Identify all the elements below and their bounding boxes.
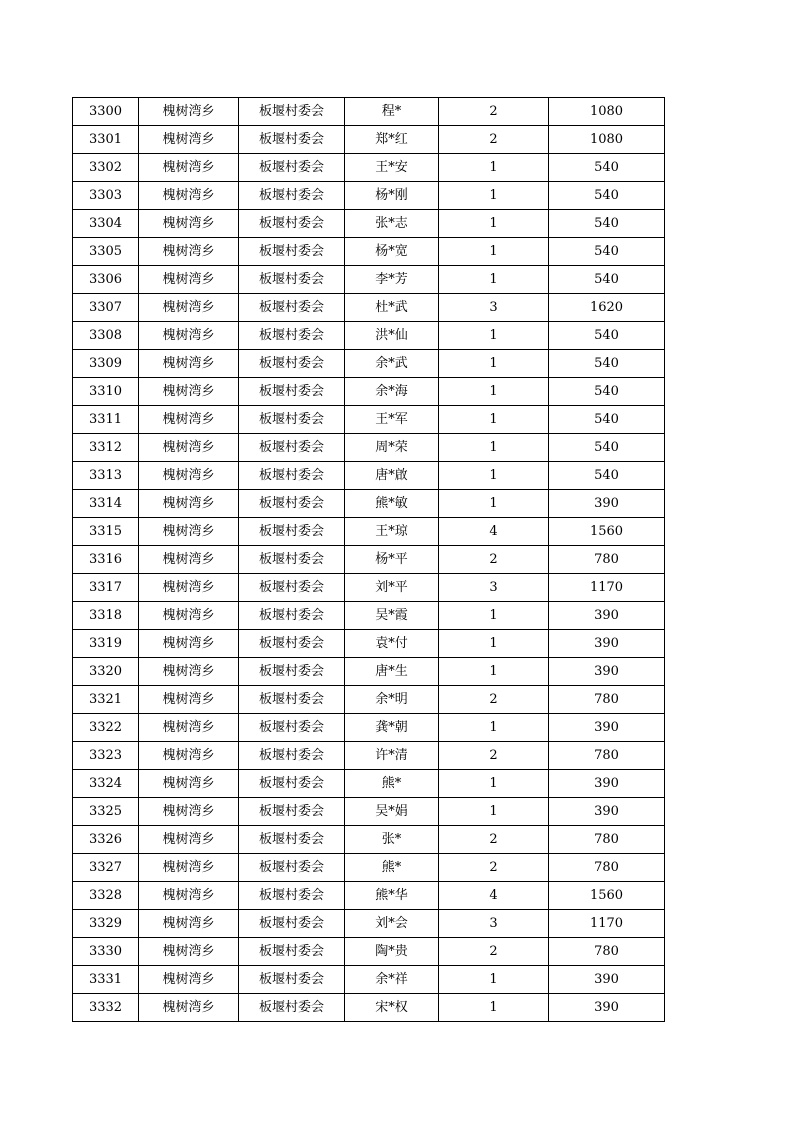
- amount-cell: 540: [549, 406, 665, 434]
- household-count-cell: 1: [439, 994, 549, 1022]
- table-row: [73, 238, 665, 266]
- household-count-cell: 2: [439, 98, 549, 126]
- serial-number-cell: 3304: [73, 210, 139, 238]
- serial-number-cell: 3311: [73, 406, 139, 434]
- township-cell: 槐树湾乡: [139, 98, 239, 126]
- township-cell: 槐树湾乡: [139, 406, 239, 434]
- table-row: [73, 770, 665, 798]
- township-cell: 槐树湾乡: [139, 462, 239, 490]
- amount-cell: 1560: [549, 518, 665, 546]
- table-row: [73, 378, 665, 406]
- township-cell: 槐树湾乡: [139, 854, 239, 882]
- household-count-cell: 2: [439, 938, 549, 966]
- table-row: [73, 798, 665, 826]
- serial-number-cell: 3321: [73, 686, 139, 714]
- household-count-cell: 1: [439, 490, 549, 518]
- name-cell: 袁*付: [345, 630, 439, 658]
- table-row: [73, 966, 665, 994]
- township-cell: 槐树湾乡: [139, 490, 239, 518]
- household-count-cell: 1: [439, 966, 549, 994]
- township-cell: 槐树湾乡: [139, 238, 239, 266]
- household-count-cell: 2: [439, 826, 549, 854]
- table-row: [73, 182, 665, 210]
- serial-number-cell: 3324: [73, 770, 139, 798]
- township-cell: 槐树湾乡: [139, 826, 239, 854]
- village-committee-cell: 板堰村委会: [239, 266, 345, 294]
- village-committee-cell: 板堰村委会: [239, 966, 345, 994]
- table-row: [73, 910, 665, 938]
- name-cell: 杜*武: [345, 294, 439, 322]
- household-count-cell: 4: [439, 882, 549, 910]
- amount-cell: 390: [549, 658, 665, 686]
- table-row: [73, 490, 665, 518]
- serial-number-cell: 3313: [73, 462, 139, 490]
- township-cell: 槐树湾乡: [139, 182, 239, 210]
- name-cell: 余*海: [345, 378, 439, 406]
- table-body: [73, 98, 665, 1022]
- township-cell: 槐树湾乡: [139, 518, 239, 546]
- household-count-cell: 2: [439, 126, 549, 154]
- serial-number-cell: 3326: [73, 826, 139, 854]
- township-cell: 槐树湾乡: [139, 154, 239, 182]
- serial-number-cell: 3306: [73, 266, 139, 294]
- serial-number-cell: 3330: [73, 938, 139, 966]
- village-committee-cell: 板堰村委会: [239, 462, 345, 490]
- name-cell: 唐*啟: [345, 462, 439, 490]
- name-cell: 杨*平: [345, 546, 439, 574]
- name-cell: 杨*宽: [345, 238, 439, 266]
- amount-cell: 390: [549, 770, 665, 798]
- serial-number-cell: 3309: [73, 350, 139, 378]
- serial-number-cell: 3301: [73, 126, 139, 154]
- table-row: [73, 630, 665, 658]
- village-committee-cell: 板堰村委会: [239, 350, 345, 378]
- village-committee-cell: 板堰村委会: [239, 378, 345, 406]
- name-cell: 熊*: [345, 770, 439, 798]
- household-count-cell: 1: [439, 322, 549, 350]
- table-row: [73, 854, 665, 882]
- township-cell: 槐树湾乡: [139, 322, 239, 350]
- serial-number-cell: 3320: [73, 658, 139, 686]
- amount-cell: 1080: [549, 126, 665, 154]
- amount-cell: 780: [549, 686, 665, 714]
- name-cell: 唐*生: [345, 658, 439, 686]
- village-committee-cell: 板堰村委会: [239, 126, 345, 154]
- table-row: [73, 434, 665, 462]
- name-cell: 张*志: [345, 210, 439, 238]
- name-cell: 张*: [345, 826, 439, 854]
- serial-number-cell: 3300: [73, 98, 139, 126]
- household-count-cell: 2: [439, 854, 549, 882]
- table-row: [73, 658, 665, 686]
- village-committee-cell: 板堰村委会: [239, 686, 345, 714]
- village-committee-cell: 板堰村委会: [239, 910, 345, 938]
- township-cell: 槐树湾乡: [139, 798, 239, 826]
- table-row: [73, 406, 665, 434]
- table-row: [73, 126, 665, 154]
- serial-number-cell: 3315: [73, 518, 139, 546]
- township-cell: 槐树湾乡: [139, 210, 239, 238]
- household-count-cell: 1: [439, 714, 549, 742]
- household-count-cell: 2: [439, 546, 549, 574]
- household-count-cell: 3: [439, 294, 549, 322]
- amount-cell: 540: [549, 266, 665, 294]
- table-row: [73, 602, 665, 630]
- township-cell: 槐树湾乡: [139, 742, 239, 770]
- household-count-cell: 1: [439, 238, 549, 266]
- township-cell: 槐树湾乡: [139, 910, 239, 938]
- name-cell: 郑*红: [345, 126, 439, 154]
- table-row: [73, 686, 665, 714]
- amount-cell: 540: [549, 182, 665, 210]
- table-row: [73, 462, 665, 490]
- table-row: [73, 882, 665, 910]
- serial-number-cell: 3307: [73, 294, 139, 322]
- name-cell: 吴*霞: [345, 602, 439, 630]
- name-cell: 余*明: [345, 686, 439, 714]
- name-cell: 程*: [345, 98, 439, 126]
- serial-number-cell: 3319: [73, 630, 139, 658]
- serial-number-cell: 3314: [73, 490, 139, 518]
- village-committee-cell: 板堰村委会: [239, 98, 345, 126]
- name-cell: 余*祥: [345, 966, 439, 994]
- amount-cell: 780: [549, 938, 665, 966]
- village-committee-cell: 板堰村委会: [239, 574, 345, 602]
- amount-cell: 780: [549, 826, 665, 854]
- household-count-cell: 1: [439, 154, 549, 182]
- amount-cell: 1080: [549, 98, 665, 126]
- township-cell: 槐树湾乡: [139, 686, 239, 714]
- table-row: [73, 266, 665, 294]
- amount-cell: 390: [549, 602, 665, 630]
- township-cell: 槐树湾乡: [139, 602, 239, 630]
- township-cell: 槐树湾乡: [139, 126, 239, 154]
- township-cell: 槐树湾乡: [139, 658, 239, 686]
- village-committee-cell: 板堰村委会: [239, 294, 345, 322]
- village-committee-cell: 板堰村委会: [239, 798, 345, 826]
- village-committee-cell: 板堰村委会: [239, 518, 345, 546]
- township-cell: 槐树湾乡: [139, 546, 239, 574]
- table-row: [73, 938, 665, 966]
- village-committee-cell: 板堰村委会: [239, 210, 345, 238]
- serial-number-cell: 3331: [73, 966, 139, 994]
- village-committee-cell: 板堰村委会: [239, 602, 345, 630]
- village-committee-cell: 板堰村委会: [239, 630, 345, 658]
- village-committee-cell: 板堰村委会: [239, 658, 345, 686]
- amount-cell: 540: [549, 462, 665, 490]
- name-cell: 陶*贵: [345, 938, 439, 966]
- village-committee-cell: 板堰村委会: [239, 994, 345, 1022]
- amount-cell: 390: [549, 714, 665, 742]
- village-committee-cell: 板堰村委会: [239, 714, 345, 742]
- table-row: [73, 210, 665, 238]
- serial-number-cell: 3327: [73, 854, 139, 882]
- serial-number-cell: 3325: [73, 798, 139, 826]
- village-committee-cell: 板堰村委会: [239, 826, 345, 854]
- amount-cell: 540: [549, 238, 665, 266]
- household-count-cell: 1: [439, 462, 549, 490]
- household-count-cell: 1: [439, 770, 549, 798]
- township-cell: 槐树湾乡: [139, 882, 239, 910]
- name-cell: 刘*平: [345, 574, 439, 602]
- name-cell: 杨*刚: [345, 182, 439, 210]
- township-cell: 槐树湾乡: [139, 434, 239, 462]
- table-row: [73, 518, 665, 546]
- serial-number-cell: 3323: [73, 742, 139, 770]
- name-cell: 龚*朝: [345, 714, 439, 742]
- amount-cell: 540: [549, 378, 665, 406]
- village-committee-cell: 板堰村委会: [239, 182, 345, 210]
- village-committee-cell: 板堰村委会: [239, 882, 345, 910]
- serial-number-cell: 3303: [73, 182, 139, 210]
- serial-number-cell: 3316: [73, 546, 139, 574]
- amount-cell: 780: [549, 546, 665, 574]
- amount-cell: 540: [549, 154, 665, 182]
- serial-number-cell: 3329: [73, 910, 139, 938]
- household-count-cell: 2: [439, 742, 549, 770]
- household-count-cell: 1: [439, 266, 549, 294]
- name-cell: 刘*会: [345, 910, 439, 938]
- amount-cell: 540: [549, 350, 665, 378]
- serial-number-cell: 3305: [73, 238, 139, 266]
- household-count-cell: 1: [439, 602, 549, 630]
- township-cell: 槐树湾乡: [139, 350, 239, 378]
- household-count-cell: 1: [439, 630, 549, 658]
- village-committee-cell: 板堰村委会: [239, 406, 345, 434]
- village-committee-cell: 板堰村委会: [239, 546, 345, 574]
- household-count-cell: 1: [439, 350, 549, 378]
- table-row: [73, 322, 665, 350]
- township-cell: 槐树湾乡: [139, 938, 239, 966]
- village-committee-cell: 板堰村委会: [239, 742, 345, 770]
- amount-cell: 1620: [549, 294, 665, 322]
- amount-cell: 390: [549, 630, 665, 658]
- amount-cell: 540: [549, 210, 665, 238]
- household-count-cell: 3: [439, 574, 549, 602]
- township-cell: 槐树湾乡: [139, 966, 239, 994]
- name-cell: 许*清: [345, 742, 439, 770]
- township-cell: 槐树湾乡: [139, 266, 239, 294]
- household-count-cell: 3: [439, 910, 549, 938]
- serial-number-cell: 3328: [73, 882, 139, 910]
- table-row: [73, 742, 665, 770]
- township-cell: 槐树湾乡: [139, 714, 239, 742]
- name-cell: 熊*: [345, 854, 439, 882]
- table-row: [73, 714, 665, 742]
- amount-cell: 540: [549, 322, 665, 350]
- township-cell: 槐树湾乡: [139, 574, 239, 602]
- household-count-cell: 1: [439, 798, 549, 826]
- village-committee-cell: 板堰村委会: [239, 322, 345, 350]
- village-committee-cell: 板堰村委会: [239, 854, 345, 882]
- name-cell: 宋*权: [345, 994, 439, 1022]
- table-row: [73, 574, 665, 602]
- township-cell: 槐树湾乡: [139, 630, 239, 658]
- name-cell: 洪*仙: [345, 322, 439, 350]
- household-count-cell: 4: [439, 518, 549, 546]
- serial-number-cell: 3312: [73, 434, 139, 462]
- name-cell: 熊*敏: [345, 490, 439, 518]
- household-count-cell: 1: [439, 378, 549, 406]
- household-count-cell: 1: [439, 434, 549, 462]
- village-committee-cell: 板堰村委会: [239, 938, 345, 966]
- table-row: [73, 994, 665, 1022]
- household-count-cell: 2: [439, 686, 549, 714]
- household-count-cell: 1: [439, 658, 549, 686]
- amount-cell: 390: [549, 798, 665, 826]
- name-cell: 吴*娟: [345, 798, 439, 826]
- table-row: [73, 350, 665, 378]
- amount-cell: 540: [549, 434, 665, 462]
- name-cell: 熊*华: [345, 882, 439, 910]
- amount-cell: 1560: [549, 882, 665, 910]
- village-committee-cell: 板堰村委会: [239, 434, 345, 462]
- table-row: [73, 546, 665, 574]
- table-row: [73, 294, 665, 322]
- household-count-cell: 1: [439, 182, 549, 210]
- village-committee-cell: 板堰村委会: [239, 490, 345, 518]
- household-count-cell: 1: [439, 406, 549, 434]
- amount-cell: 390: [549, 490, 665, 518]
- village-committee-cell: 板堰村委会: [239, 154, 345, 182]
- township-cell: 槐树湾乡: [139, 770, 239, 798]
- serial-number-cell: 3302: [73, 154, 139, 182]
- township-cell: 槐树湾乡: [139, 378, 239, 406]
- serial-number-cell: 3322: [73, 714, 139, 742]
- serial-number-cell: 3308: [73, 322, 139, 350]
- township-cell: 槐树湾乡: [139, 294, 239, 322]
- amount-cell: 780: [549, 742, 665, 770]
- village-committee-cell: 板堰村委会: [239, 770, 345, 798]
- serial-number-cell: 3318: [73, 602, 139, 630]
- household-count-cell: 1: [439, 210, 549, 238]
- amount-cell: 1170: [549, 574, 665, 602]
- township-cell: 槐树湾乡: [139, 994, 239, 1022]
- table-row: [73, 154, 665, 182]
- name-cell: 周*荣: [345, 434, 439, 462]
- table-row: [73, 98, 665, 126]
- name-cell: 王*军: [345, 406, 439, 434]
- name-cell: 李*芳: [345, 266, 439, 294]
- village-committee-cell: 板堰村委会: [239, 238, 345, 266]
- name-cell: 王*安: [345, 154, 439, 182]
- name-cell: 王*琼: [345, 518, 439, 546]
- serial-number-cell: 3332: [73, 994, 139, 1022]
- amount-cell: 1170: [549, 910, 665, 938]
- table-row: [73, 826, 665, 854]
- data-table: [72, 97, 665, 1022]
- serial-number-cell: 3310: [73, 378, 139, 406]
- name-cell: 余*武: [345, 350, 439, 378]
- serial-number-cell: 3317: [73, 574, 139, 602]
- amount-cell: 390: [549, 966, 665, 994]
- amount-cell: 390: [549, 994, 665, 1022]
- amount-cell: 780: [549, 854, 665, 882]
